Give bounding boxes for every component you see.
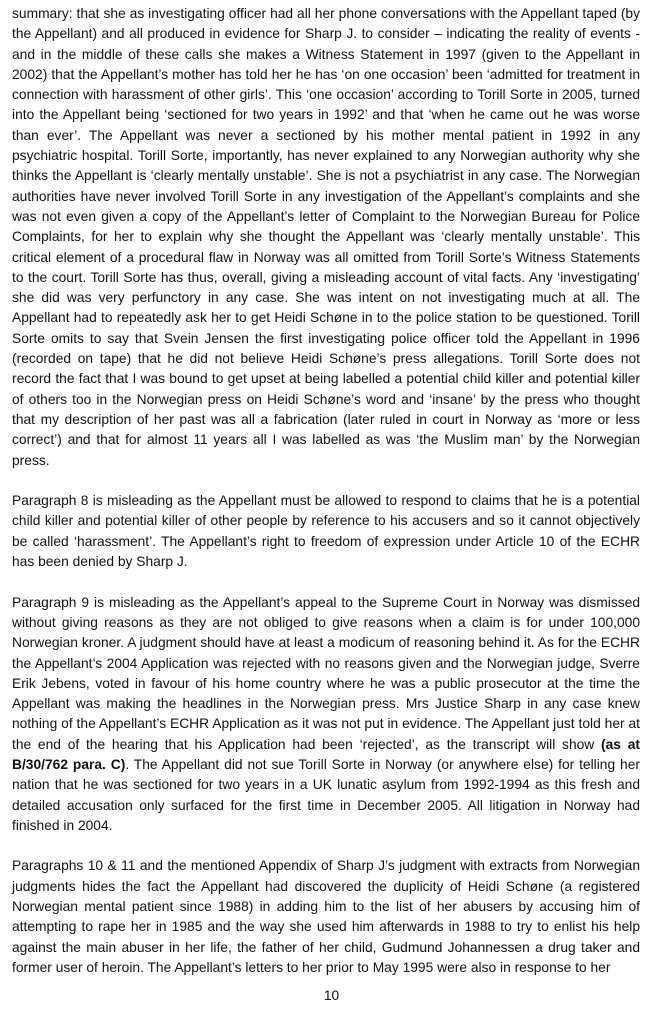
- paragraph-9-text-before: Paragraph 9 is misleading as the Appellant’s appeal to the Supreme Court in Norway was dismissed without giving reasons as they are not obliged to give reasons when a claim is for under 100,000 Norwegian kroner. A judgment should have at least a modicum of reasoning behind it. As for the ECHR the Appellant’s 2004 Application was rejected with no reasons given and the Norwegian judge, Sverre Erik Jebens, voted in favour of his home country where he was a public prosecutor at the time the Appellant was making the headlines in the Norwegian press. Mrs Justice Sharp in any case knew nothing of the Appellant’s ECHR Application as it was not put in evidence. The Appellant just told her at the end of the hearing that his Application had been ‘rejected’, as the transcript will show: [12, 594, 640, 752]
- paragraph-8: Paragraph 8 is misleading as the Appellant must be allowed to respond to claims that he is a potential child killer and potential killer of other people by reference to his accusers and so it cannot objectively be called ‘harassment’. The Appellant’s right to freedom of expression under Article 10 of the ECHR has been denied by Sharp J.: [12, 493, 640, 570]
- transcript-reference: (as at B/30/762 para. C): [12, 736, 640, 772]
- paragraph-summary: summary: that she as investigating officer had all her phone conversations with the Appellant taped (by the Appellant) and all produced in evidence for Sharp J. to consider – indicating the reality of events - and in the middle of these calls she makes a Witness Statement in 1997 (given to the Appellant in 2002) that the Appellant’s mother has told her he has ‘on one occasion’ been ‘admitted for treatment in connection with harassment of other girls’. This ‘one occasion’ according to Torill Sorte in 2005, turned into the Appellant being ‘sectioned for two years in 1992’ and that ‘when he came out he was worse than ever’. The Appellant was never a sectioned by his mother mental patient in 1992 in any psychiatric hospital. Torill Sorte, importantly, has never explained to any Norwegian authority why she thinks the Appellant is ‘clearly mentally unstable’. She is not a psychiatrist in any case. The Norwegian authorities have never involved Torill Sorte in any investigation of the Appellant’s complaints and she was not even given a copy of the Appellant’s letter of Complaint to the Norwegian Bureau for Police Complaints, for her to explain why she thought the Appellant was ‘clearly mentally unstable’. This critical element of a procedural flaw in Norway was all omitted from Torill Sorte’s Witness Statements to the court. Torill Sorte has thus, overall, giving a misleading account of vital facts. Any ‘investigating’ she did was very perfunctory in any case. She was intent on not investigating much at all. The Appellant had to repeatedly ask her to get Heidi Schøne in to the police station to be questioned. Torill Sorte omits to say that Svein Jensen the first investigating police officer told the Appellant in 1996 (recorded on tape) that he did not believe Heidi Schøne’s press allegations. Torill Sorte does not record the fact that I was bound to get upset at being labelled a potential child killer and potential killer of others too in the Norwegian press on Heidi Schøne’s word and ‘insane’ by the press who thought that my description of her past was all a fabrication (later ruled in court in Norway as ‘more or less correct’) and that for almost 11 years all I was labelled as was ‘the Muslim man’ by the Norwegian press.: [12, 6, 640, 468]
- paragraph-10-11: Paragraphs 10 & 11 and the mentioned Appendix of Sharp J’s judgment with extracts from Norwegian judgments hides the fact the Appellant had discovered the duplicity of Heidi Schøne (a registered Norwegian mental patient since 1988) in adding him to the list of her abusers by accusing him of attempting to rape her in 1985 and the way she used him afterwards in 1988 to try to enlist his help against the main abuser in her life, the father of her child, Gudmund Johannessen a drug taker and former user of heroin. The Appellant’s letters to her prior to May 1995 were also in response to her: [12, 858, 640, 975]
- paragraph-9-text-after: . The Appellant did not sue Torill Sorte in Norway (or anywhere else) for telling her nation that he was sectioned for two years in a UK lunatic asylum from 1992-1994 as this fresh and detailed accusation only surfaced for the first time in December 2005. All litigation in Norway had finished in 2004.: [12, 756, 640, 833]
- page-number: 10: [323, 988, 340, 1003]
- paragraph-9: [12, 593, 640, 837]
- document-page: [12, 4, 640, 999]
